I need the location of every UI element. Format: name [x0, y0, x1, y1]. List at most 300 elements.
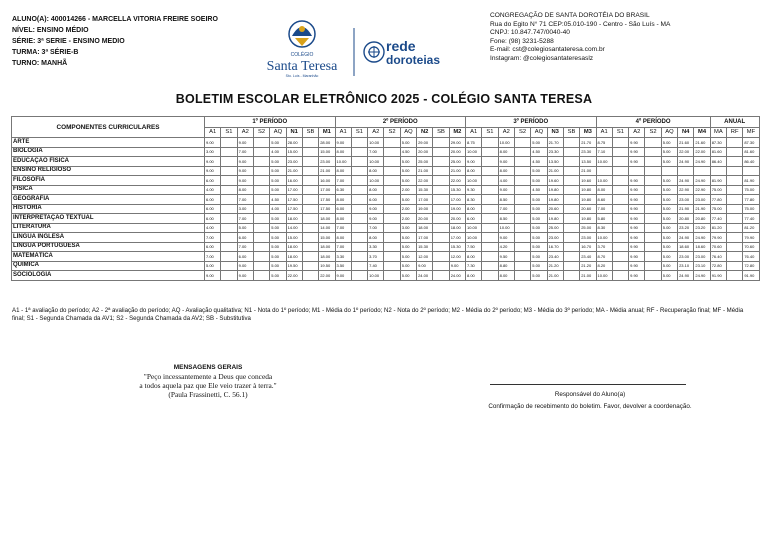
grade-cell: 5.00: [205, 261, 221, 271]
grade-cell: [514, 166, 530, 176]
components-header: COMPONENTES CURRICULARES: [12, 117, 205, 138]
grade-cell: 18.60: [678, 242, 694, 252]
grade-cell: [302, 138, 318, 148]
grade-cell: 6.00: [237, 252, 253, 262]
grade-cell: 17.50: [286, 195, 302, 205]
grade-cell: 28.00: [286, 138, 302, 148]
grade-cell: [351, 223, 367, 233]
grade-cell: 70.60: [710, 242, 726, 252]
grade-cell: [612, 185, 628, 195]
column-header: AQ: [400, 128, 416, 138]
grade-cell: [253, 223, 269, 233]
grade-cell: [482, 214, 498, 224]
grade-cell: [384, 185, 400, 195]
grade-cell: 8.00: [466, 204, 482, 214]
grade-cell: 22.90: [678, 185, 694, 195]
signature-line: [490, 384, 686, 385]
column-header: AQ: [661, 128, 677, 138]
subject-name: FILOSOFIA: [12, 176, 205, 186]
grade-cell: 21.70: [580, 138, 596, 148]
grade-cell: 22.00: [319, 271, 335, 281]
grade-cell: 9.00: [205, 271, 221, 281]
grade-cell: 5.00: [661, 157, 677, 167]
subject-name: ARTE: [12, 138, 205, 148]
grade-cell: [645, 252, 661, 262]
grade-cell: 22.00: [286, 271, 302, 281]
grade-cell: [645, 138, 661, 148]
grade-cell: 7.00: [335, 223, 351, 233]
grade-cell: [645, 233, 661, 243]
grade-cell: 15.30: [449, 185, 465, 195]
period-header: 3º PERÍODO: [466, 117, 597, 128]
grade-cell: [433, 185, 449, 195]
grade-cell: 8.00: [466, 166, 482, 176]
grade-cell: 6.00: [466, 214, 482, 224]
grade-cell: 5.00: [531, 214, 547, 224]
grade-cell: 7.00: [368, 223, 384, 233]
grade-cell: 5.00: [531, 233, 547, 243]
subject-name: ENSINO RELIGIOSO: [12, 166, 205, 176]
student-level: NÍVEL: ENSINO MÉDIO: [12, 27, 89, 34]
grade-cell: [253, 176, 269, 186]
grade-cell: 21.60: [694, 138, 710, 148]
grade-cell: 17.50: [319, 195, 335, 205]
grade-cell: 91.90: [743, 271, 759, 281]
grade-cell: 3.00: [237, 204, 253, 214]
grade-cell: 18.00: [319, 214, 335, 224]
grade-cell: 10.00: [596, 157, 612, 167]
grade-cell: 5.00: [661, 261, 677, 271]
grade-cell: [727, 147, 743, 157]
grade-cell: [645, 176, 661, 186]
grade-cell: 8.00: [466, 252, 482, 262]
grade-cell: 5.00: [661, 185, 677, 195]
grade-cell: 29.00: [417, 138, 433, 148]
grade-cell: [302, 214, 318, 224]
grade-cell: [433, 176, 449, 186]
grade-cell: 21.00: [449, 166, 465, 176]
grade-cell: 19.80: [580, 195, 596, 205]
grade-cell: [253, 166, 269, 176]
grade-cell: 21.00: [319, 166, 335, 176]
grade-cell: [433, 195, 449, 205]
grade-cell: 8.00: [335, 195, 351, 205]
grade-cell: 5.00: [270, 166, 286, 176]
grade-cell: 20.80: [694, 214, 710, 224]
grade-cell: [302, 252, 318, 262]
signature-note: Confirmação de recebimento do boletim. Favor, devolver a coordenação.: [488, 403, 692, 410]
grade-cell: 10.00: [368, 271, 384, 281]
grade-cell: [563, 195, 579, 205]
grade-cell: 4.50: [400, 147, 416, 157]
grade-cell: 81.20: [710, 223, 726, 233]
grade-cell: 8.50: [498, 214, 514, 224]
column-header: M4: [694, 128, 710, 138]
grade-cell: 16.70: [547, 242, 563, 252]
grade-cell: 8.30: [466, 195, 482, 205]
grade-cell: [514, 138, 530, 148]
grade-cell: 23.30: [547, 147, 563, 157]
grade-cell: 9.00: [237, 157, 253, 167]
grade-cell: 23.10: [678, 261, 694, 271]
column-header: SB: [433, 128, 449, 138]
grade-cell: [645, 271, 661, 281]
grade-cell: 20.00: [417, 147, 433, 157]
grade-cell: 16.00: [286, 176, 302, 186]
subject-name: EDUCAÇÃO FÍSICA: [12, 157, 205, 167]
school-logo-graphic: [262, 14, 462, 80]
messages-line-1: "Peço incessantemente a Deus que conceda: [143, 372, 273, 381]
grade-cell: [253, 185, 269, 195]
grade-cell: 5.00: [531, 252, 547, 262]
grade-cell: [351, 204, 367, 214]
grade-cell: [351, 261, 367, 271]
grade-cell: 16.70: [580, 242, 596, 252]
grade-cell: [514, 223, 530, 233]
messages-line-2: a todos aquela paz que Ele veio trazer à terra.": [139, 381, 277, 390]
grade-cell: [384, 138, 400, 148]
grade-cell: 9.00: [449, 261, 465, 271]
grade-cell: [384, 166, 400, 176]
grade-cell: 23.40: [580, 252, 596, 262]
grade-cell: 13.50: [580, 157, 596, 167]
grade-cell: [727, 176, 743, 186]
grade-cell: 8.00: [596, 185, 612, 195]
grade-cell: [727, 214, 743, 224]
grade-cell: 5.00: [400, 157, 416, 167]
column-header: N3: [547, 128, 563, 138]
grade-cell: [351, 157, 367, 167]
table-row: [12, 166, 760, 176]
column-header: A1: [335, 128, 351, 138]
grade-cell: 23.00: [678, 252, 694, 262]
grade-cell: [221, 166, 237, 176]
grade-cell: 5.00: [270, 271, 286, 281]
grade-cell: [514, 252, 530, 262]
grade-cell: [433, 252, 449, 262]
subject-name: SOCIOLOGIA: [12, 271, 205, 281]
grade-cell: 18.00: [286, 214, 302, 224]
grade-cell: 6.00: [237, 233, 253, 243]
grade-cell: [433, 157, 449, 167]
grade-cell: 9.00: [466, 157, 482, 167]
grade-cell: [221, 138, 237, 148]
grade-cell: 21.90: [678, 204, 694, 214]
grade-cell: [253, 214, 269, 224]
grade-cell: [514, 185, 530, 195]
grade-cell: 17.00: [449, 233, 465, 243]
grade-cell: [612, 223, 628, 233]
grade-cell: 9.90: [629, 214, 645, 224]
table-row: [12, 204, 760, 214]
grade-cell: 87.30: [743, 138, 759, 148]
grade-cell: [302, 204, 318, 214]
grade-cell: 8.00: [335, 166, 351, 176]
grade-cell: [514, 204, 530, 214]
grade-cell: [563, 204, 579, 214]
subject-name: LITERATURA: [12, 223, 205, 233]
grade-cell: 5.00: [270, 214, 286, 224]
grade-cell: 8.00: [466, 271, 482, 281]
grade-cell: [302, 223, 318, 233]
grade-cell: 9.00: [237, 261, 253, 271]
grade-cell: [563, 233, 579, 243]
grade-cell: 19.80: [580, 185, 596, 195]
grade-cell: 76.40: [710, 252, 726, 262]
grade-cell: 5.00: [270, 157, 286, 167]
grade-cell: 21.00: [547, 166, 563, 176]
grade-cell: 5.00: [270, 138, 286, 148]
grade-cell: 22.00: [449, 176, 465, 186]
grade-cell: 24.90: [694, 176, 710, 186]
grade-cell: 16.00: [319, 176, 335, 186]
grade-cell: 3.30: [335, 252, 351, 262]
column-header: M1: [319, 128, 335, 138]
grade-cell: [482, 195, 498, 205]
grade-cell: [351, 242, 367, 252]
grade-cell: 7.00: [237, 147, 253, 157]
grade-cell: 5.00: [661, 176, 677, 186]
grade-cell: 5.00: [531, 261, 547, 271]
grade-cell: 5.00: [270, 223, 286, 233]
grade-cell: [384, 223, 400, 233]
grade-cell: 6.00: [205, 176, 221, 186]
logo-name: Santa Teresa: [266, 59, 338, 74]
grade-cell: [351, 176, 367, 186]
grade-cell: [612, 157, 628, 167]
table-row: [12, 138, 760, 148]
grade-cell: 5.00: [400, 138, 416, 148]
grade-cell: [514, 147, 530, 157]
grade-cell: [351, 195, 367, 205]
grade-cell: 19.80: [547, 185, 563, 195]
grade-cell: 15.00: [286, 233, 302, 243]
subject-name: FÍSICA: [12, 185, 205, 195]
student-grade: SÉRIE: 3ª SERIE - ENSINO MEDIO: [12, 38, 125, 45]
grade-cell: 9.90: [629, 157, 645, 167]
grade-cell: [727, 195, 743, 205]
grade-cell: 19.60: [547, 176, 563, 186]
grade-cell: 20.00: [449, 214, 465, 224]
grade-cell: 2.00: [400, 214, 416, 224]
grade-cell: 75.00: [743, 185, 759, 195]
grade-cell: 72.80: [710, 261, 726, 271]
grade-cell: 4.20: [498, 242, 514, 252]
grade-cell: 18.00: [319, 252, 335, 262]
grade-cell: 5.00: [237, 223, 253, 233]
grade-cell: 8.00: [335, 233, 351, 243]
grade-cell: 5.00: [270, 242, 286, 252]
grade-cell: 17.00: [286, 185, 302, 195]
grade-cell: 8.80: [498, 261, 514, 271]
grade-cell: 8.00: [335, 147, 351, 157]
school-logo: [262, 14, 462, 80]
column-header: A2: [368, 128, 384, 138]
grade-cell: [596, 166, 612, 176]
grade-cell: [302, 147, 318, 157]
subject-name: QUÍMICA: [12, 261, 205, 271]
grade-cell: [727, 242, 743, 252]
institution-instagram: Instagram: @colegiosantateresaslz: [490, 54, 594, 62]
grade-cell: 9.00: [335, 138, 351, 148]
grade-cell: 5.00: [661, 214, 677, 224]
grade-cell: [221, 252, 237, 262]
grade-cell: [384, 147, 400, 157]
column-header: S1: [351, 128, 367, 138]
grade-cell: 8.50: [498, 195, 514, 205]
grade-cell: [727, 138, 743, 148]
grade-cell: 19.00: [449, 204, 465, 214]
grade-cell: 3.70: [596, 242, 612, 252]
grade-cell: 7.30: [466, 261, 482, 271]
grade-cell: 10.00: [498, 223, 514, 233]
grade-cell: 91.90: [710, 271, 726, 281]
grade-cell: 7.40: [368, 261, 384, 271]
grade-cell: 12.00: [449, 252, 465, 262]
grade-cell: 21.70: [547, 138, 563, 148]
institution-phone: Fone: (98) 3231-5288: [490, 37, 554, 45]
grade-cell: [253, 233, 269, 243]
grade-cell: [563, 185, 579, 195]
table-row: [12, 147, 760, 157]
grade-cell: 3.50: [335, 261, 351, 271]
grade-cell: 9.00: [368, 214, 384, 224]
legend-text: A1 - 1ª avaliação do período; A2 - 2ª avaliação do período; AQ - Avaliação qualitativa; N1 - Nota do 1º período; M1 - Média do 1º período; N2 - Nota do 2º período; M2 - Média do 2º período; M3 - Média do 3º período; MA - Média anual; RF - Recuperação final; MF - Média final; S1 - Segunda Chamada da AV1; S2 - Segunda Chamada da AV2; SB - Substitutiva: [12, 307, 744, 322]
column-header: S2: [253, 128, 269, 138]
grade-cell: [612, 176, 628, 186]
grade-cell: [221, 271, 237, 281]
grade-cell: [727, 252, 743, 262]
grade-cell: [221, 185, 237, 195]
table-row: [12, 214, 760, 224]
grade-cell: 5.00: [270, 233, 286, 243]
grade-cell: 7.00: [205, 233, 221, 243]
grade-cell: [433, 147, 449, 157]
grade-cell: 10.00: [596, 233, 612, 243]
student-name: ALUNO(A): 400014266 - MARCELLA VITORIA FREIRE SOEIRO: [12, 16, 218, 23]
grade-cell: 29.00: [449, 138, 465, 148]
grade-cell: [514, 214, 530, 224]
grade-cell: 9.00: [237, 176, 253, 186]
grade-cell: 77.80: [743, 195, 759, 205]
grade-cell: 5.00: [661, 271, 677, 281]
grade-cell: [221, 195, 237, 205]
grade-cell: 70.60: [743, 242, 759, 252]
grade-cell: 8.00: [368, 185, 384, 195]
grade-cell: 24.90: [694, 233, 710, 243]
grade-cell: 77.40: [743, 214, 759, 224]
grade-cell: [612, 242, 628, 252]
table-row: [12, 195, 760, 205]
grade-cell: 19.00: [417, 204, 433, 214]
grade-cell: 23.20: [678, 223, 694, 233]
grade-cell: 2.00: [400, 204, 416, 214]
table-row: [12, 176, 760, 186]
grade-cell: 18.60: [694, 242, 710, 252]
grade-cell: 10.00: [368, 138, 384, 148]
grade-cell: 7.00: [205, 252, 221, 262]
grade-cell: 6.00: [368, 195, 384, 205]
grade-cell: [302, 157, 318, 167]
grade-cell: 5.00: [400, 271, 416, 281]
grade-cell: 5.00: [400, 233, 416, 243]
grade-cell: 10.00: [466, 223, 482, 233]
grade-cell: [727, 261, 743, 271]
column-header: A1: [466, 128, 482, 138]
grade-cell: 4.00: [498, 176, 514, 186]
grade-cell: 5.00: [661, 233, 677, 243]
grade-cell: 8.20: [596, 261, 612, 271]
logo-doroteias: doroteias: [386, 53, 441, 67]
grade-cell: 23.20: [694, 223, 710, 233]
grade-cell: [563, 214, 579, 224]
column-header: M2: [449, 128, 465, 138]
grade-cell: [612, 195, 628, 205]
grade-cell: 8.00: [498, 147, 514, 157]
grade-cell: [710, 166, 726, 176]
grade-cell: 21.00: [417, 166, 433, 176]
grade-cell: [351, 271, 367, 281]
grade-cell: 17.50: [319, 204, 335, 214]
grade-cell: 8.00: [237, 185, 253, 195]
grade-cell: 4.50: [531, 157, 547, 167]
grade-cell: 23.40: [547, 252, 563, 262]
grade-cell: [514, 242, 530, 252]
grade-cell: 17.00: [319, 185, 335, 195]
grade-cell: [612, 252, 628, 262]
grade-cell: [384, 271, 400, 281]
grade-cell: 10.00: [466, 147, 482, 157]
grade-cell: 8.70: [596, 252, 612, 262]
grade-cell: [433, 271, 449, 281]
grade-cell: [482, 223, 498, 233]
column-header: N4: [678, 128, 694, 138]
student-class: TURMA: 3ª SÉRIE-B: [12, 49, 79, 56]
grade-cell: [253, 147, 269, 157]
grade-cell: [253, 252, 269, 262]
grade-cell: 6.00: [205, 242, 221, 252]
grade-cell: 8.75: [466, 138, 482, 148]
grade-cell: [384, 176, 400, 186]
grade-cell: 10.00: [335, 157, 351, 167]
grade-cell: 7.00: [237, 214, 253, 224]
grade-cell: [645, 204, 661, 214]
grade-cell: 21.00: [580, 166, 596, 176]
grade-cell: 7.00: [498, 204, 514, 214]
institution-name: CONGREGAÇÃO DE SANTA DOROTÉIA DO BRASIL: [490, 12, 650, 19]
subject-name: MATEMÁTICA: [12, 252, 205, 262]
column-header: MA: [710, 128, 726, 138]
grade-cell: 25.00: [449, 157, 465, 167]
subject-name: BIOLOGIA: [12, 147, 205, 157]
grade-cell: 10.00: [498, 138, 514, 148]
grade-cell: 7.00: [237, 242, 253, 252]
grade-cell: 21.00: [286, 166, 302, 176]
grade-cell: [514, 233, 530, 243]
grade-cell: [661, 166, 677, 176]
column-header: A1: [596, 128, 612, 138]
grade-cell: 19.50: [286, 261, 302, 271]
grade-cell: 5.00: [270, 252, 286, 262]
grade-cell: 10.00: [368, 157, 384, 167]
grade-cell: 24.90: [694, 157, 710, 167]
subject-name: LÍNGUA PORTUGUESA: [12, 242, 205, 252]
messages-line-3: (Paula Frassinetti, C. 56.1): [168, 390, 248, 399]
grade-cell: [612, 233, 628, 243]
column-header: SB: [302, 128, 318, 138]
grade-cell: [482, 242, 498, 252]
grade-cell: 5.00: [400, 176, 416, 186]
